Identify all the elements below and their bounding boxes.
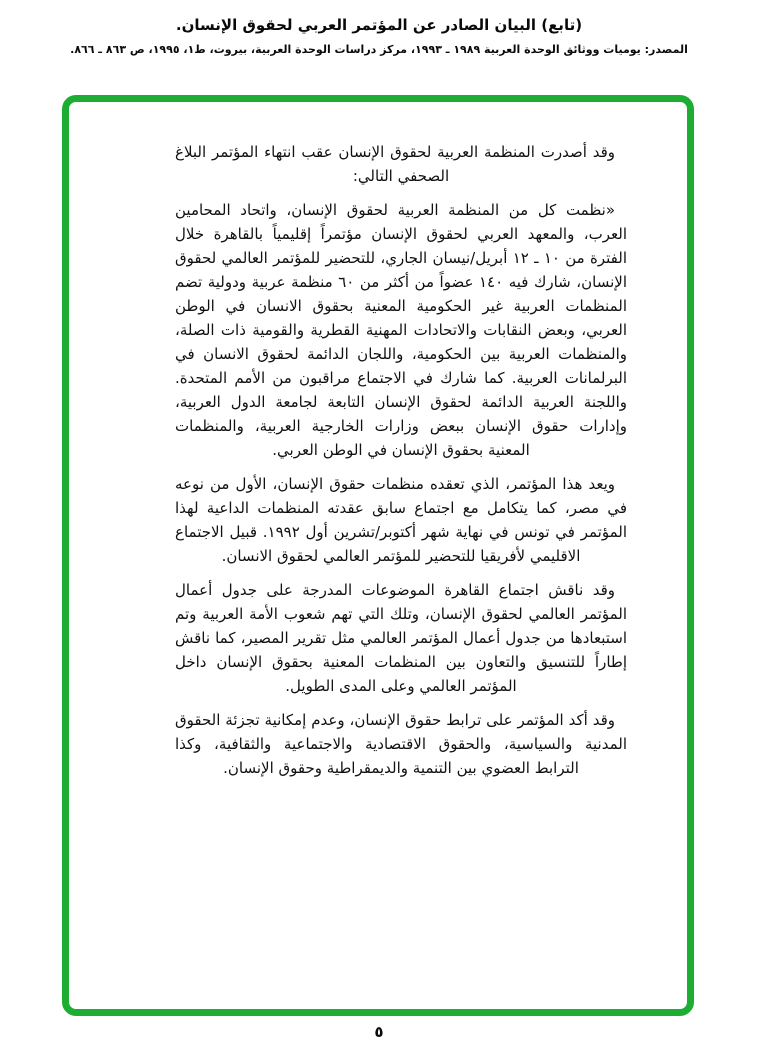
source-citation: المصدر: يوميات ووثائق الوحدة العربية ١٩٨٩ ـ ١٩٩٣، مركز دراسات الوحدة العربية، بيروت، ط١، ١٩٩٥، ص ٨٦٣ ـ ٨٦٦. [70,43,688,56]
page-title: (تابع) البيان الصادر عن المؤتمر العربي لحقوق الإنسان. [175,16,583,34]
body-text [175,140,627,790]
paragraph-rights-interdependence: وقد أكد المؤتمر على ترابط حقوق الإنسان، وعدم إمكانية تجزئة الحقوق المدنية والسياسية، والحقوق الاقتصادية والاجتماعية والثقافية، وكذا الترابط العضوي بين التنمية والديمقراطية وحقوق الإنسان. [175,711,627,777]
content-border-box [62,95,694,1016]
paragraph-press-release-intro: وقد أصدرت المنظمة العربية لحقوق الإنسان عقب انتهاء المؤتمر البلاغ الصحفي التالي: [175,143,615,185]
paragraph-first-of-its-kind: ويعد هذا المؤتمر، الذي تعقده منظمات حقوق الإنسان، الأول من نوعه في مصر، كما يتكامل مع اجتماع سابق عقدته المنظمات الداعية لهذا المؤتمر في تونس في نهاية شهر أكتوبر/تشرين أول ١٩٩٢. قبيل الاجتماع الاقليمي لأفريقيا للتحضير للمؤتمر العالمي لحقوق الانسان. [175,475,627,565]
paragraph-cairo-meeting-agenda: وقد ناقش اجتماع القاهرة الموضوعات المدرجة على جدول أعمال المؤتمر العالمي لحقوق الإنسان، وتلك التي تهم شعوب الأمة العربية وتم استبعادها من جدول أعمال المؤتمر العالمي مثل تقرير المصير، كما ناقش إطاراً للتنسيق والتعاون بين المنظمات المعنية بحقوق الإنسان داخل المؤتمر العالمي وعلى المدى الطويل. [175,581,627,695]
paragraph-conference-organizers: «نظمت كل من المنظمة العربية لحقوق الإنسان، واتحاد المحامين العرب، والمعهد العربي لحقوق الإنسان مؤتمراً إقليمياً بالقاهرة خلال الفترة من ١٠ ـ ١٢ أبريل/نيسان الجاري، للتحضير للمؤتمر العالمي لحقوق الإنسان، شارك فيه ١٤٠ عضواً من أكثر من ٦٠ منظمة عربية ودولية تضم المنظمات العربية غير الحكومية المعنية بحقوق الانسان في الوطن العربي، وبعض النقابات والاتحادات المهنية القطرية والقومية ذات الصلة، والمنظمات العربية بين الحكومية، واللجان الدائمة لحقوق الانسان في البرلمانات العربية. كما شارك في الاجتماع مراقبون من الأمم المتحدة. واللجنة العربية الدائمة لحقوق الإنسان التابعة لجامعة الدول العربية، وإدارات حقوق الإنسان ببعض وزارات الخارجية العربية، والمنظمات المعنية بحقوق الإنسان في الوطن العربي. [175,201,628,459]
page-number: ٥ [374,1023,384,1041]
document-header [0,16,758,56]
